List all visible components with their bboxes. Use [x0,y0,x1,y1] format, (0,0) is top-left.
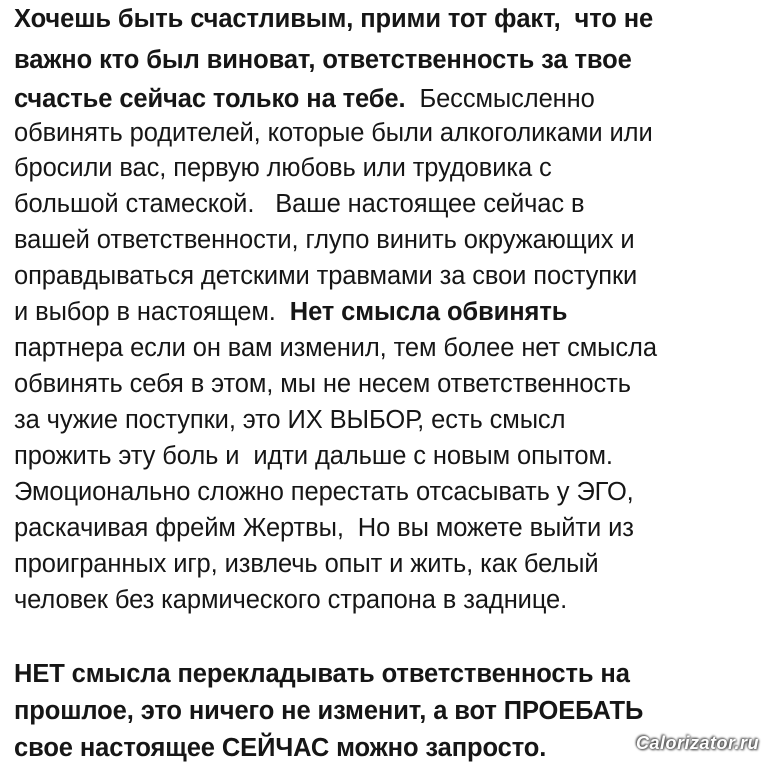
text-line [14,733,546,763]
body-text: обвинять родителей, которые были алкоголиками или [14,119,653,147]
text-line [14,659,630,689]
body-text: обвинять себя в этом, мы не несем ответственность [14,370,631,398]
bold-text: Хочешь быть счастливым, прими тот факт, что не [14,5,654,33]
bold-text: НЕТ смысла перекладывать ответственность на [14,660,630,688]
body-text: и выбор в настоящем. [14,298,290,326]
text-line [14,297,567,327]
body-text: партнера если он вам изменил, тем более нет смысла [14,334,657,362]
body-text: Бессмысленно [405,85,595,113]
watermark: Calorizator.ru [635,733,759,753]
text-line [14,118,653,148]
body-text: раскачивая фрейм Жертвы, Но вы можете выйти из [14,514,634,542]
body-text: оправдываться детскими травмами за свои поступки [14,262,638,290]
body-text: бросили вас, первую любовь или трудовика с [14,154,552,182]
bold-text: свое настоящее СЕЙЧАС можно запросто. [14,734,547,762]
text-line [14,4,653,34]
bold-text: прошлое, это ничего не изменит, а вот ПРОЕБАТЬ [14,697,644,725]
body-text: за чужие поступки, это ИХ ВЫБОР, есть смысл [14,406,566,434]
text-line [14,405,565,435]
body-text: вашей ответственности, глупо винить окружающих и [14,226,635,254]
text-line [14,153,552,183]
text-line [14,261,637,291]
text-line [14,45,632,75]
text-line [14,189,584,219]
text-line [14,696,643,726]
body-text: большой стамеской. Ваше настоящее сейчас в [14,190,585,218]
bold-text: счастье сейчас только на тебе. [14,85,406,113]
text-line [14,333,657,363]
bold-text: Нет смысла обвинять [289,298,568,326]
body-text: прожить эту боль и идти дальше с новым опытом. [14,442,613,470]
bold-text: важно кто был виноват, ответственность за твое [14,46,632,74]
text-line [14,225,635,255]
text-line [14,477,634,507]
text-line [14,549,598,579]
text-line [14,84,595,114]
body-text: человек без кармического страпона в заднице. [14,586,568,614]
text-line [14,585,567,615]
text-line [14,441,613,471]
body-text: проигранных игр, извлечь опыт и жить, как белый [14,550,599,578]
body-text: Эмоционально сложно перестать отсасывать у ЭГО, [14,478,634,506]
text-line [14,369,631,399]
text-line [14,513,634,543]
